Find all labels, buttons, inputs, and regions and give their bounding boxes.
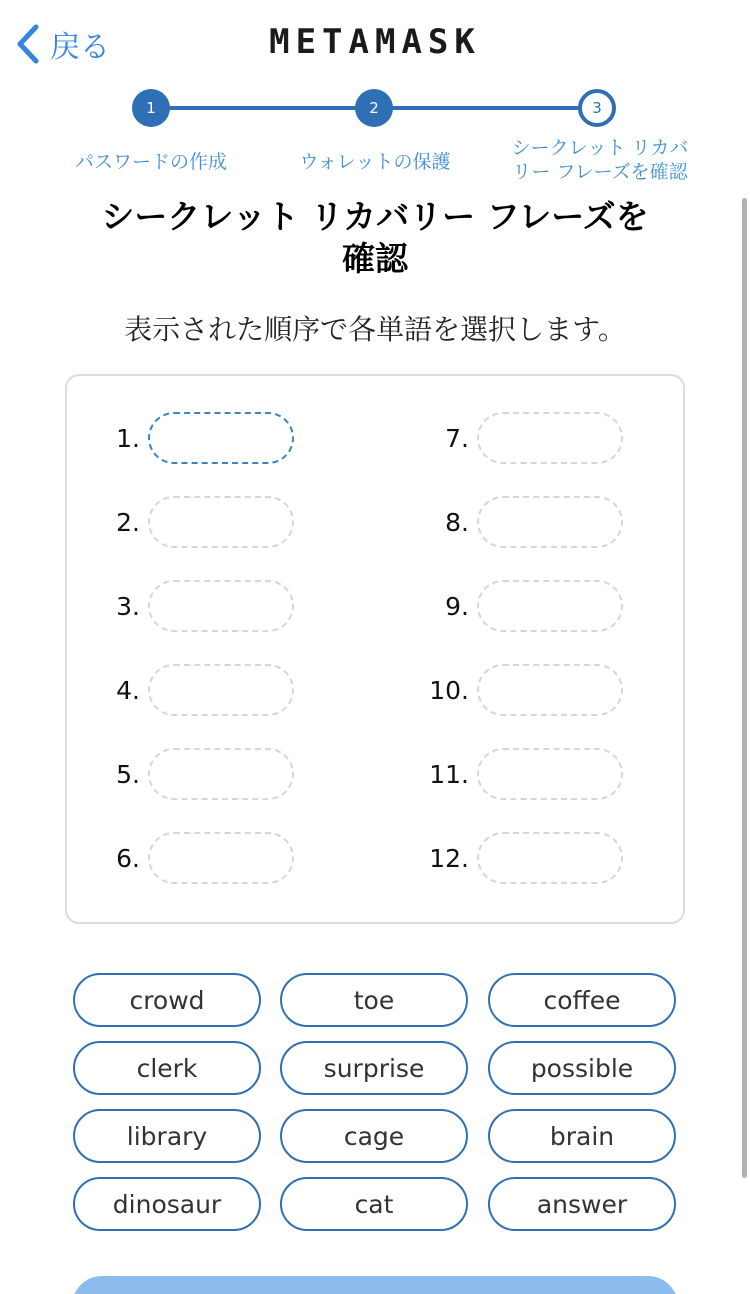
- step-1-label: パスワードの作成: [74, 151, 227, 173]
- slot-row: [399, 832, 623, 884]
- slot-number: 12.: [429, 843, 469, 873]
- slot-row: [70, 748, 294, 800]
- slot-row: [70, 580, 294, 632]
- page-title-line2: 確認: [342, 239, 408, 278]
- back-label: 戻る: [50, 30, 110, 65]
- step-3-label: [494, 136, 706, 184]
- slot-row: [399, 496, 623, 548]
- slot-number: 8.: [445, 507, 469, 537]
- step-3-label-line2: リー フレーズを確認: [512, 161, 688, 183]
- word-button[interactable]: toe: [280, 973, 468, 1027]
- word-button[interactable]: surprise: [280, 1041, 468, 1095]
- slot-number: 2.: [116, 507, 140, 537]
- word-slot[interactable]: [148, 496, 294, 548]
- slot-row: [399, 664, 623, 716]
- word-slot[interactable]: [148, 832, 294, 884]
- slot-row: [399, 748, 623, 800]
- slot-row: [399, 412, 623, 464]
- word-button[interactable]: library: [73, 1109, 261, 1163]
- word-slot[interactable]: [477, 832, 623, 884]
- step-2-circle: 2: [355, 89, 393, 127]
- word-button[interactable]: possible: [488, 1041, 676, 1095]
- word-slot[interactable]: [148, 748, 294, 800]
- word-button[interactable]: cat: [280, 1177, 468, 1231]
- page-title: [40, 196, 710, 280]
- word-button[interactable]: brain: [488, 1109, 676, 1163]
- word-slot[interactable]: [477, 580, 623, 632]
- scrollbar[interactable]: [742, 198, 747, 1178]
- page-title-line1: シークレット リカバリー フレーズを: [101, 197, 649, 236]
- slot-row: [70, 412, 294, 464]
- slot-number: 1.: [116, 423, 140, 453]
- slot-number: 5.: [116, 759, 140, 789]
- slot-number: 11.: [429, 759, 469, 789]
- slot-number: 10.: [429, 675, 469, 705]
- word-slot[interactable]: [477, 412, 623, 464]
- step-3-label-line1: シークレット リカバ: [511, 137, 689, 159]
- app-title: METAMASK: [269, 22, 481, 62]
- slot-number: 3.: [116, 591, 140, 621]
- instruction-text: 表示された順序で各単語を選択します。: [124, 313, 626, 346]
- confirm-button[interactable]: [72, 1276, 678, 1294]
- slot-number: 9.: [445, 591, 469, 621]
- word-slot[interactable]: [477, 664, 623, 716]
- slot-number: 6.: [116, 843, 140, 873]
- slot-number: 4.: [116, 675, 140, 705]
- slot-number: 7.: [445, 423, 469, 453]
- word-slot[interactable]: [148, 664, 294, 716]
- slot-row: [70, 832, 294, 884]
- word-slot[interactable]: [148, 412, 294, 464]
- word-button[interactable]: coffee: [488, 973, 676, 1027]
- word-button[interactable]: cage: [280, 1109, 468, 1163]
- word-button[interactable]: crowd: [73, 973, 261, 1027]
- slot-row: [70, 664, 294, 716]
- word-button[interactable]: clerk: [73, 1041, 261, 1095]
- word-slot[interactable]: [477, 748, 623, 800]
- word-slot[interactable]: [148, 580, 294, 632]
- phrase-slot-box: [65, 374, 685, 924]
- slot-row: [399, 580, 623, 632]
- word-slot[interactable]: [477, 496, 623, 548]
- step-1-circle: 1: [132, 89, 170, 127]
- slot-row: [70, 496, 294, 548]
- step-3-circle: 3: [578, 89, 616, 127]
- word-button[interactable]: answer: [488, 1177, 676, 1231]
- word-button[interactable]: dinosaur: [73, 1177, 261, 1231]
- step-2-label: ウォレットの保護: [299, 151, 451, 173]
